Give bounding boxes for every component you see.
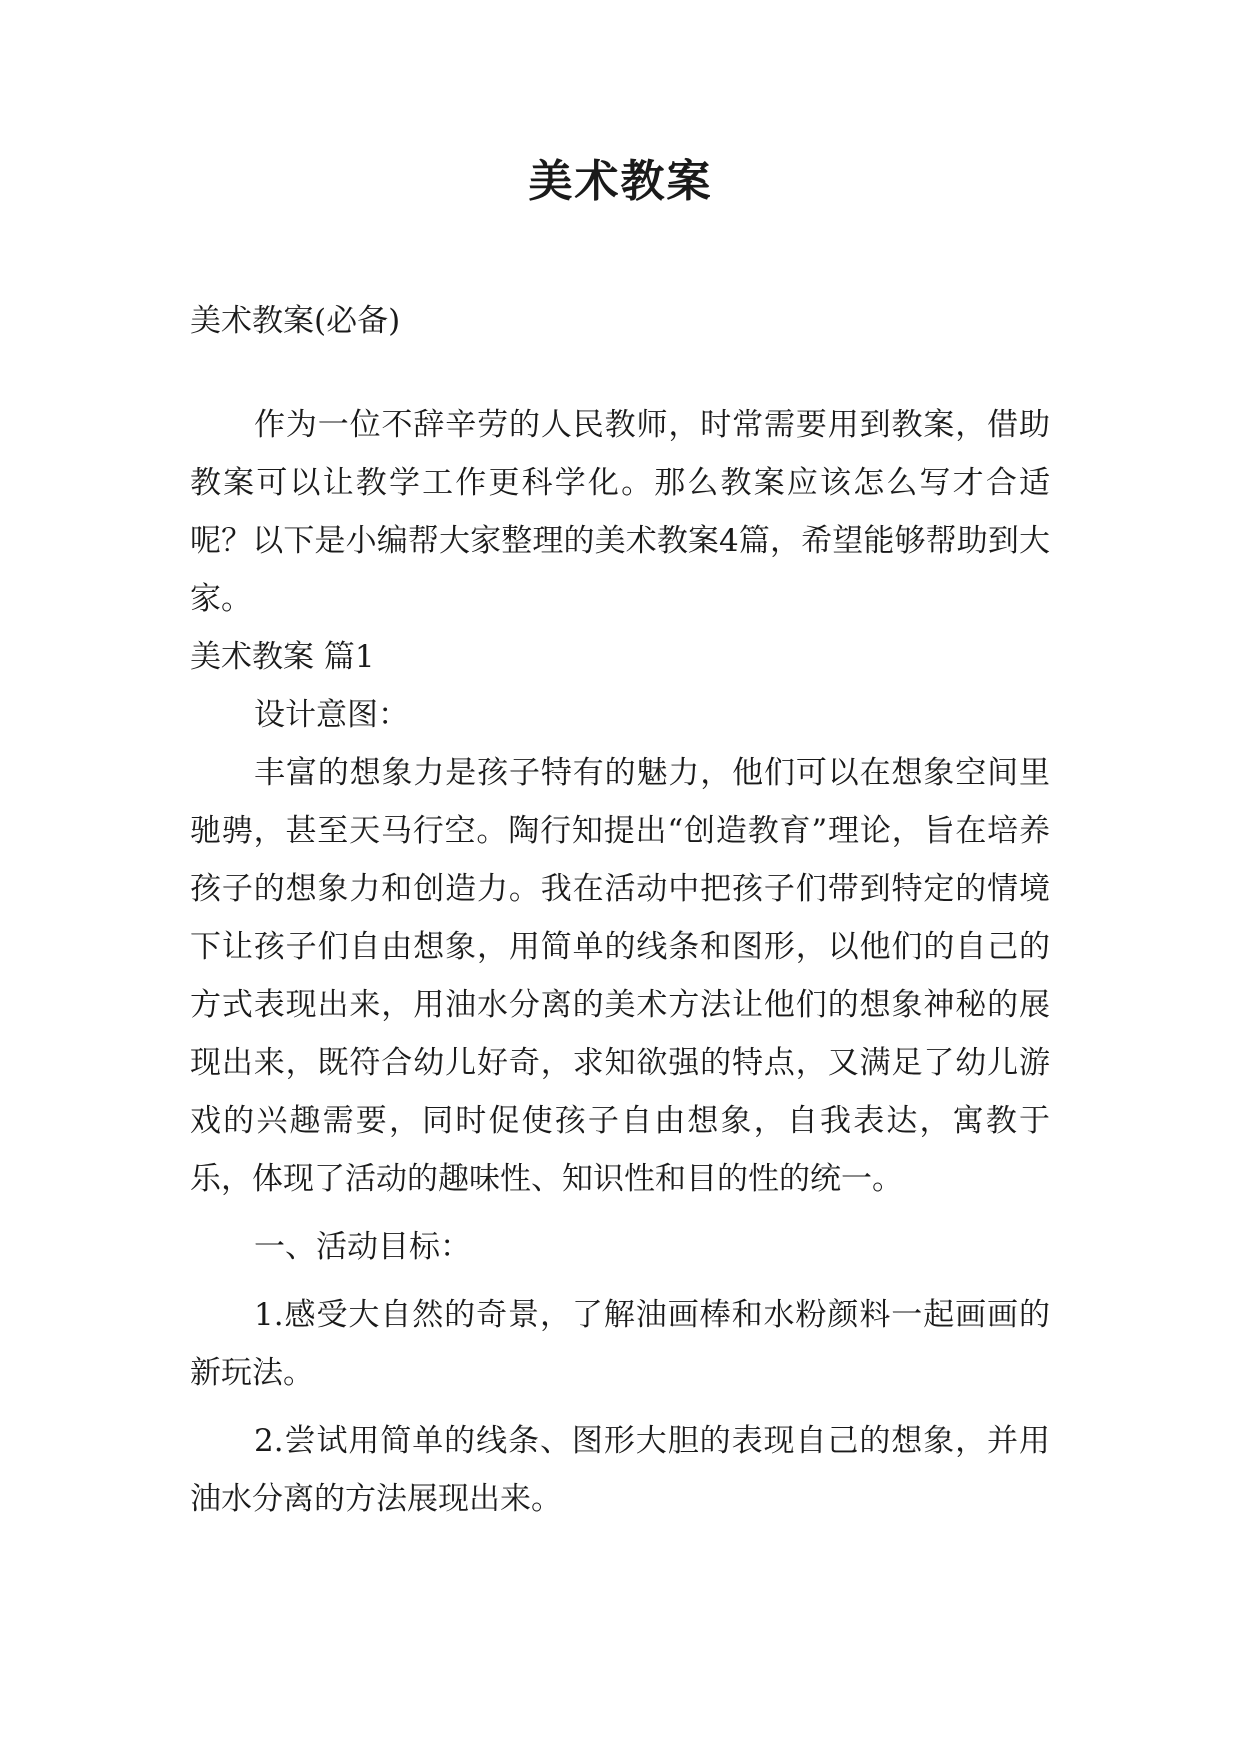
- design-intent-label: 设计意图：: [254, 697, 409, 733]
- objective-item-1: 1.感受大自然的奇景，了解油画棒和水粉颜料一起画画的新玩法。: [190, 1297, 1050, 1391]
- objectives-heading: 一、活动目标：: [254, 1229, 471, 1265]
- objective-item-2: 2.尝试用简单的线条、图形大胆的表现自己的想象，并用油水分离的方法展现出来。: [190, 1423, 1050, 1517]
- document-body: [190, 292, 1050, 1528]
- intro-paragraph: 作为一位不辞辛劳的人民教师，时常需要用到教案，借助教案可以让教学工作更科学化。那么教案应该怎么写才合适呢？以下是小编帮大家整理的美术教案4篇，希望能够帮助到大家。: [190, 407, 1050, 617]
- document-title: 美术教案: [528, 156, 713, 207]
- document-subtitle: 美术教案(必备): [190, 303, 401, 339]
- section-heading: 美术教案 篇1: [190, 639, 375, 675]
- design-intent-paragraph: 丰富的想象力是孩子特有的魅力，他们可以在想象空间里驰骋，甚至天马行空。陶行知提出“创造教育”理论，旨在培养孩子的想象力和创造力。我在活动中把孩子们带到特定的情境下让孩子们自由想象，用简单的线条和图形，以他们的自己的方式表现出来，用油水分离的美术方法让他们的想象神秘的展现出来，既符合幼儿好奇，求知欲强的特点，又满足了幼儿游戏的兴趣需要，同时促使孩子自由想象，自我表达，寓教于乐，体现了活动的趣味性、知识性和目的性的统一。: [190, 755, 1050, 1197]
